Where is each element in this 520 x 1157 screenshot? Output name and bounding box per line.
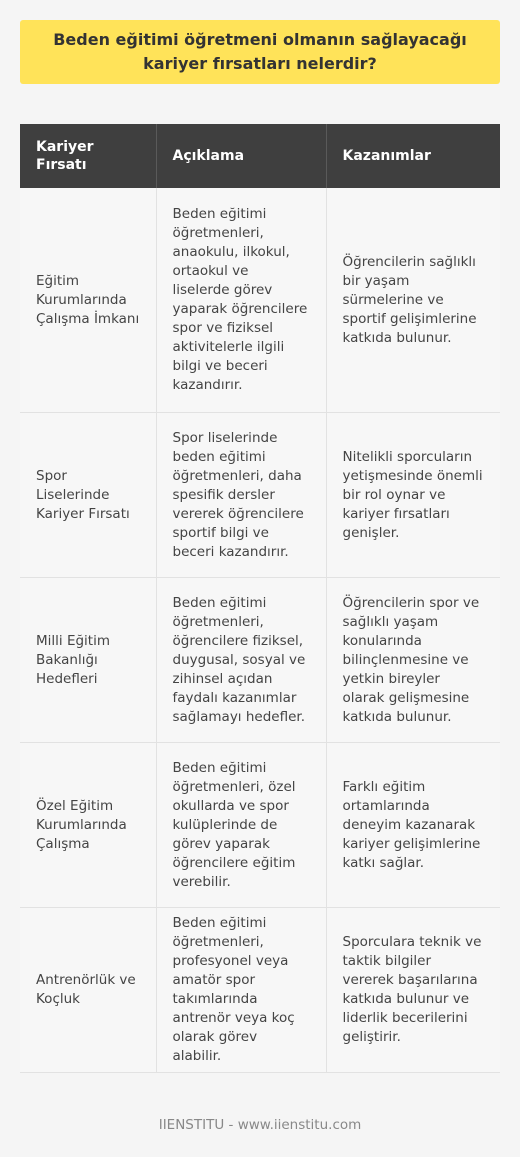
description-cell: Beden eğitimi öğretmenleri, özel okullarda ve spor kulüplerinde de görev yaparak öğrencilere eğitim verebilir. [156,743,326,908]
gains-cell: Öğrencilerin spor ve sağlıklı yaşam konularında bilinçlenmesine ve yetkin bireyler olarak gelişmesine katkıda bulunur. [326,578,500,743]
opportunity-cell: Antrenörlük ve Koçluk [20,908,156,1073]
table-row [20,908,500,1073]
column-header-description: Açıklama [156,124,326,188]
gains-cell: Nitelikli sporcuların yetişmesinde önemli bir rol oynar ve kariyer fırsatları genişler. [326,413,500,578]
description-cell: Spor liselerinde beden eğitimi öğretmenleri, daha spesifik dersler vererek öğrencilere sportif bilgi ve beceri kazandırır. [156,413,326,578]
page-title-text: Beden eğitimi öğretmeni olmanın sağlayacağı kariyer fırsatları nelerdir? [53,30,467,73]
gains-cell: Sporculara teknik ve taktik bilgiler vererek başarılarına katkıda bulunur ve liderlik becerilerini geliştirir. [326,908,500,1073]
table-row [20,413,500,578]
opportunity-cell: Milli Eğitim Bakanlığı Hedefleri [20,578,156,743]
gains-cell: Öğrencilerin sağlıklı bir yaşam sürmelerine ve sportif gelişimlerine katkıda bulunur. [326,188,500,413]
description-cell: Beden eğitimi öğretmenleri, öğrencilere fiziksel, duygusal, sosyal ve zihinsel açıdan faydalı kazanımlar sağlamayı hedefler. [156,578,326,743]
gains-cell: Farklı eğitim ortamlarında deneyim kazanarak kariyer gelişimlerine katkı sağlar. [326,743,500,908]
table-row [20,188,500,413]
page-title [20,20,500,84]
description-cell: Beden eğitimi öğretmenleri, profesyonel veya amatör spor takımlarında antrenör veya koç olarak görev alabilir. [156,908,326,1073]
table-row [20,578,500,743]
table-row [20,743,500,908]
opportunity-cell: Özel Eğitim Kurumlarında Çalışma [20,743,156,908]
column-header-gains: Kazanımlar [326,124,500,188]
opportunity-cell: Spor Liselerinde Kariyer Fırsatı [20,413,156,578]
description-cell: Beden eğitimi öğretmenleri, anaokulu, ilkokul, ortaokul ve liselerde görev yaparak öğrencilere spor ve fiziksel aktivitelerle ilgili bilgi ve beceri kazandırır. [156,188,326,413]
opportunity-cell: Eğitim Kurumlarında Çalışma İmkanı [20,188,156,413]
career-table [20,124,500,1073]
table-header-row [20,124,500,188]
footer-text: IIENSTITU - www.iienstitu.com [158,1117,362,1133]
column-header-opportunity: Kariyer Fırsatı [20,124,156,188]
